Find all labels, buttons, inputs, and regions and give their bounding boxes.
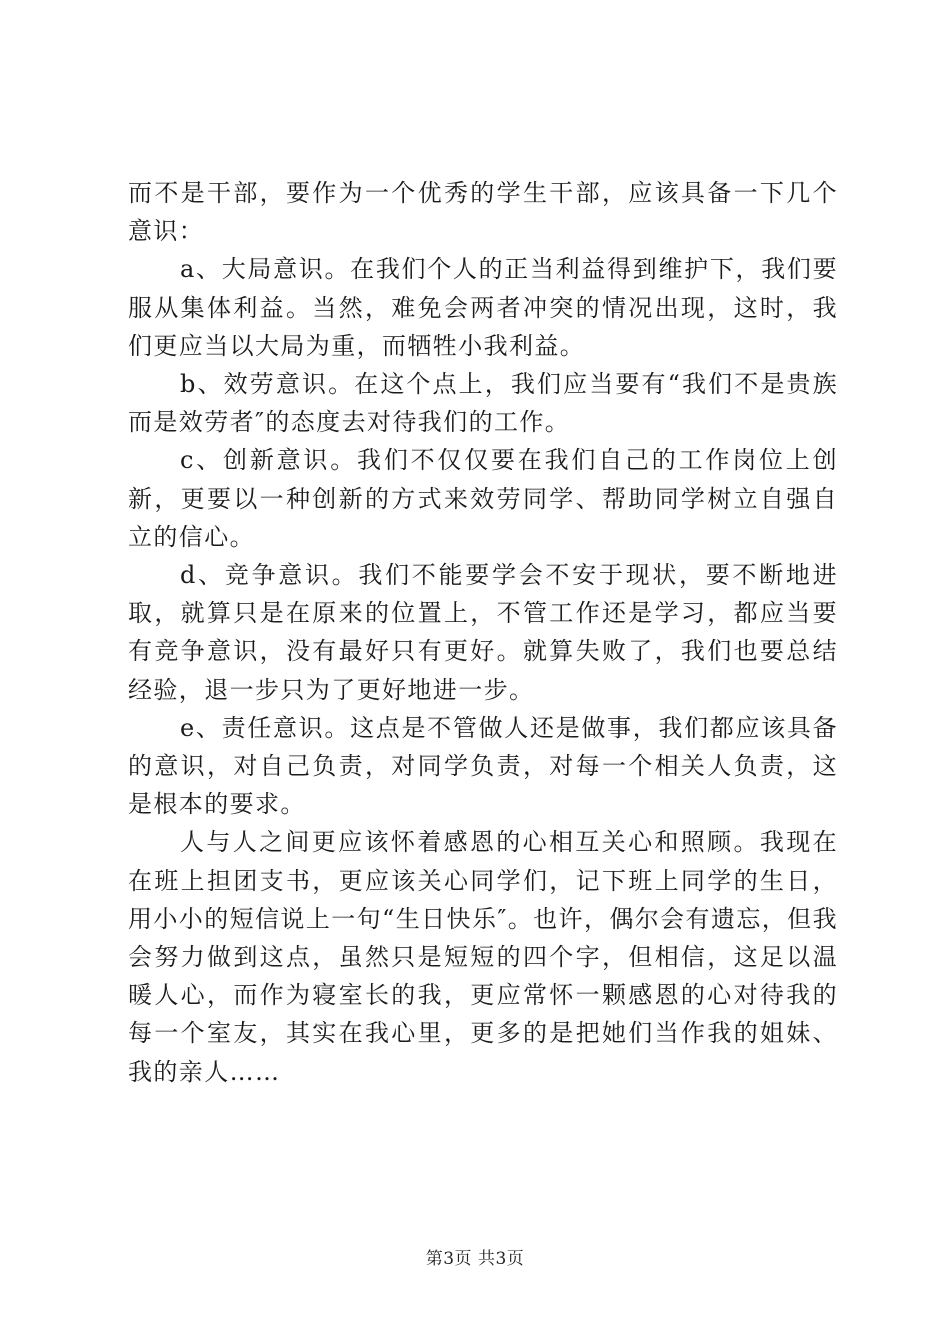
paragraph-d-competition-awareness: d、竞争意识。我们不能要学会不安于现状，要不断地进取，就算只是在原来的位置上，不管工作还是学习，都应当要有竞争意识，没有最好只有更好。就算失败了，我们也要总结经验，退一步只为了更好地进一步。 [128,561,838,704]
paragraph-c-innovation-awareness: c、创新意识。我们不仅仅要在我们自己的工作岗位上创新，更要以一种创新的方式来效劳同学、帮助同学树立自强自立的信心。 [128,446,838,551]
page-number-footer: 第3页 共3页 [425,1249,525,1269]
paragraph-a-overall-awareness: a、大局意识。在我们个人的正当利益得到维护下，我们要服从集体利益。当然，难免会两者冲突的情况出现，这时，我们更应当以大局为重，而牺牲小我利益。 [128,255,838,360]
paragraph-intro: 而不是干部，要作为一个优秀的学生干部，应该具备一下几个意识： [128,179,838,246]
paragraph-e-responsibility-awareness: e、责任意识。这点是不管做人还是做事，我们都应该具备的意识，对自己负责，对同学负责，对每一个相关人负责，这是根本的要求。 [128,713,838,819]
document-body [128,174,838,1091]
paragraph-gratitude: 人与人之间更应该怀着感恩的心相互关心和照顾。我现在在班上担团支书，更应该关心同学们，记下班上同学的生日，用小小的短信说上一句“生日快乐″。也许，偶尔会有遗忘，但我会努力做到这点，虽然只是短短的四个字，但相信，这足以温暖人心，而作为寝室长的我，更应常怀一颗感恩的心对待我的每一个室友，其实在我心里，更多的是把她们当作我的姐妹、我的亲人…… [128,828,838,1086]
paragraph-b-service-awareness: b、效劳意识。在这个点上，我们应当要有“我们不是贵族而是效劳者″的态度去对待我们的工作。 [128,370,838,437]
